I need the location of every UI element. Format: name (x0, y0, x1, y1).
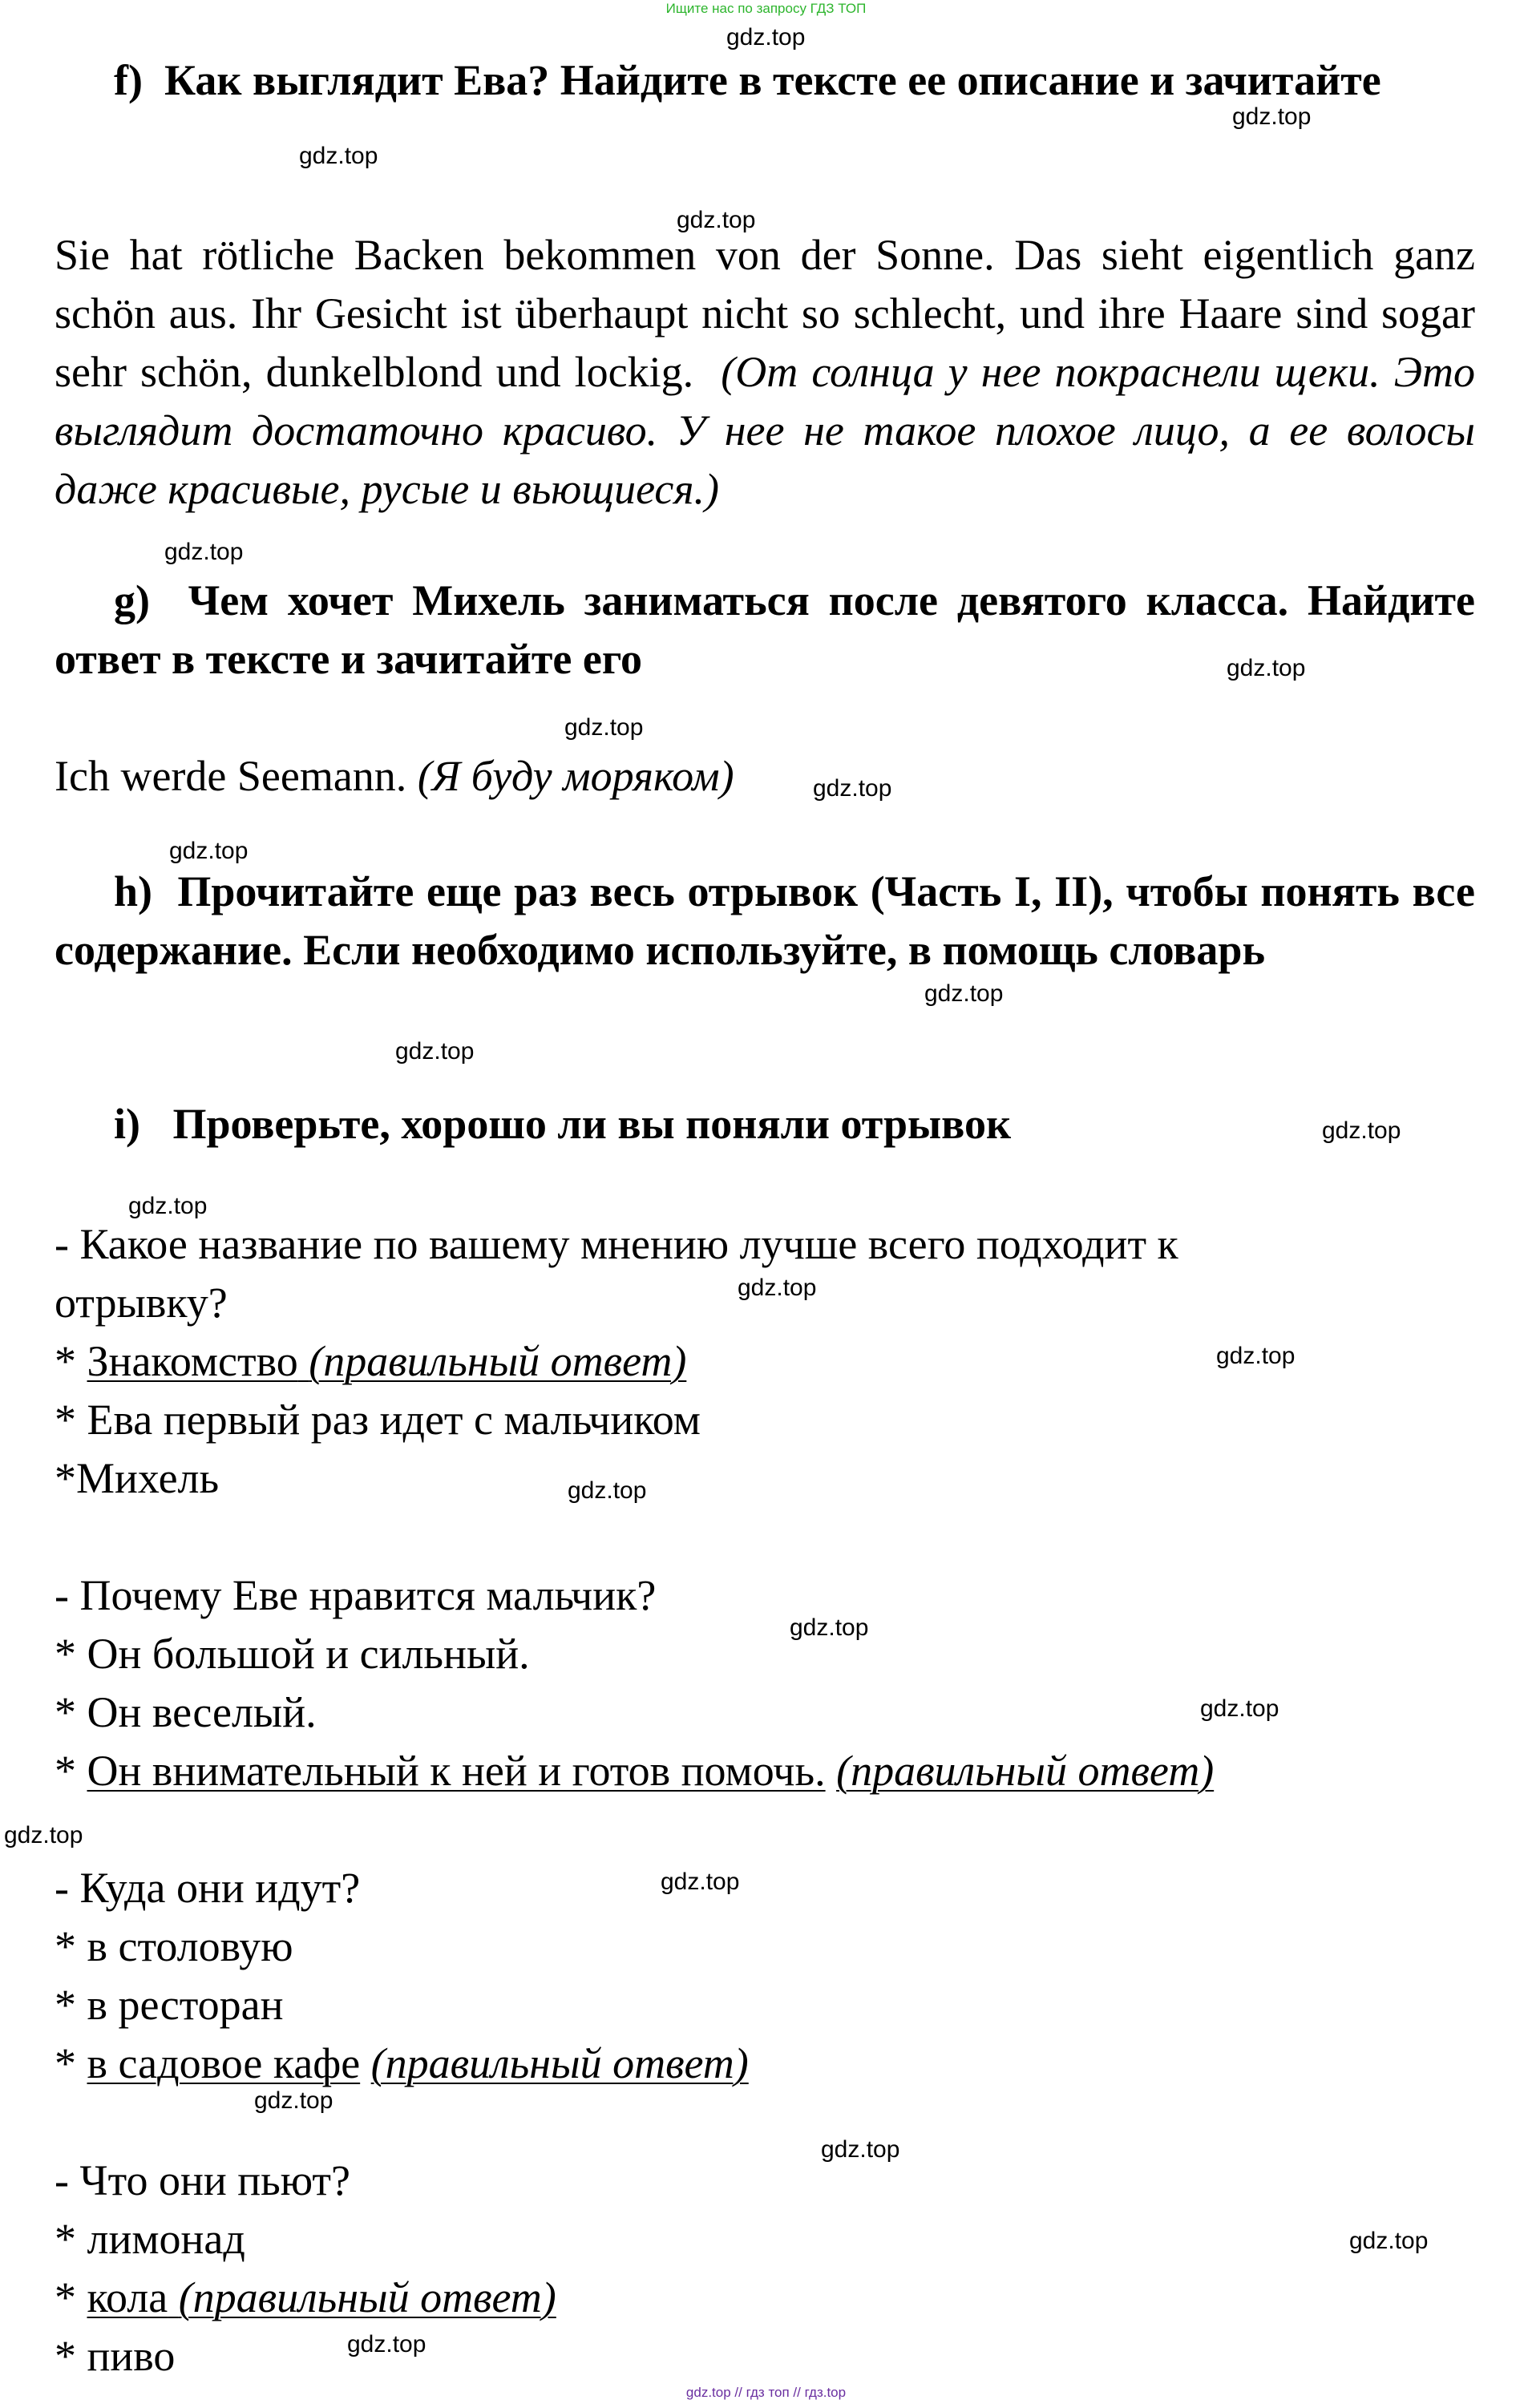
question-text: Прочитайте еще раз весь отрывок (Часть I, II), чтобы понять все содержание. Если необходимо используйте, в помощь словарь (55, 867, 1475, 974)
question-label: h) (114, 867, 153, 915)
watermark: gdz.top (564, 714, 644, 741)
watermark: gdz.top (254, 2087, 333, 2114)
watermark: gdz.top (790, 1614, 869, 1641)
correct-option: кола (правильный ответ) (87, 2273, 556, 2321)
quiz-option: * Он большой и сильный. (55, 1630, 530, 1678)
watermark: gdz.top (128, 1193, 208, 1219)
quiz-option: * лимонад (55, 2215, 245, 2263)
watermark: gdz.top (1349, 2228, 1429, 2254)
quiz-option: * кола (правильный ответ) (55, 2273, 556, 2321)
russian-translation: (Я буду моряком) (417, 752, 734, 800)
correct-option: Знакомство (правильный ответ) (87, 1337, 687, 1385)
quiz-option: *Михель (55, 1454, 220, 1502)
question-text: Чем хочет Михель заниматься после девятого класса. Найдите ответ в тексте и зачитайте его (55, 576, 1476, 683)
watermark: gdz.top (164, 539, 244, 565)
watermark: gdz.top (1200, 1695, 1279, 1722)
watermark: gdz.top (924, 980, 1004, 1007)
watermark: gdz.top (568, 1477, 647, 1504)
answer-g (55, 747, 734, 806)
watermark: gdz.top (1227, 655, 1306, 681)
question-i (55, 1095, 1475, 1153)
answer-f (55, 226, 1475, 519)
correct-option: Он внимательный к ней и готов помочь. (87, 1747, 826, 1795)
quiz-option: * Ева первый раз идет с мальчиком (55, 1396, 701, 1444)
russian-translation: (От солнца у нее покраснели щеки. Это выглядит достаточно красиво. У нее не такое плохое лицо, а ее волосы даже красивые, русые и вьющиеся.) (55, 348, 1475, 513)
correct-mark: (правильный ответ) (370, 2039, 749, 2087)
watermark: gdz.top (395, 1038, 475, 1065)
correct-option: в садовое кафе (87, 2039, 361, 2087)
question-text: Как выглядит Ева? Найдите в тексте ее описание и зачитайте (164, 56, 1381, 104)
quiz-question: - Почему Еве нравится мальчик? (55, 1571, 657, 1619)
quiz-question: - Какое название по вашему мнению лучше всего подходит к (55, 1220, 1178, 1268)
quiz-option: * в ресторан (55, 1981, 284, 2029)
quiz-question: - Что они пьют? (55, 2156, 350, 2204)
watermark: gdz.top (299, 143, 378, 169)
watermark: gdz.top (347, 2331, 426, 2357)
question-f (55, 51, 1475, 110)
watermark: gdz.top (4, 1822, 83, 1848)
top-banner: Ищите нас по запросу ГДЗ ТОП (665, 1, 867, 16)
correct-mark: (правильный ответ) (178, 2273, 556, 2321)
quiz-option: * в столовую (55, 1922, 293, 1970)
german-text: Ich werde Seemann. (55, 752, 407, 800)
quiz-option: * Он веселый. (55, 1688, 317, 1736)
watermark: gdz.top (1322, 1117, 1401, 1144)
question-label: i) (114, 1100, 140, 1148)
watermark: gdz.top (1232, 103, 1312, 130)
german-text: Sie hat rötliche Backen bekommen von der Sonne. Das sieht eigentlich ganz schön aus. Ihr Gesicht ist überhaupt nicht so schlecht, und ihre Haare sind sogar sehr schön, dunkelblond und lockig. (55, 231, 1475, 396)
question-text: Проверьте, хорошо ли вы поняли отрывок (172, 1100, 1012, 1148)
bottom-banner: gdz.top // гдз топ // гдз.top (685, 2385, 847, 2400)
watermark: gdz.top (677, 207, 756, 233)
correct-mark: (правильный ответ) (836, 1747, 1215, 1795)
watermark: gdz.top (661, 1869, 740, 1895)
question-h (55, 863, 1475, 980)
quiz-question: отрывку? (55, 1279, 228, 1327)
question-label: g) (114, 576, 150, 624)
watermark: gdz.top (738, 1275, 817, 1301)
watermark: gdz.top (1216, 1343, 1296, 1369)
watermark: gdz.top (726, 24, 806, 51)
question-g (55, 572, 1475, 689)
quiz-option: * Он внимательный к ней и готов помочь. (правильный ответ) (55, 1747, 1215, 1795)
watermark: gdz.top (821, 2136, 900, 2163)
watermark: gdz.top (813, 775, 892, 802)
quiz-question: - Куда они идут? (55, 1864, 361, 1912)
correct-mark: (правильный ответ) (309, 1337, 687, 1385)
watermark: gdz.top (169, 838, 249, 864)
quiz-option: * Знакомство (правильный ответ) (55, 1337, 687, 1385)
quiz-option: * пиво (55, 2332, 176, 2380)
quiz-option: * в садовое кафе (правильный ответ) (55, 2039, 749, 2087)
question-label: f) (114, 56, 143, 104)
